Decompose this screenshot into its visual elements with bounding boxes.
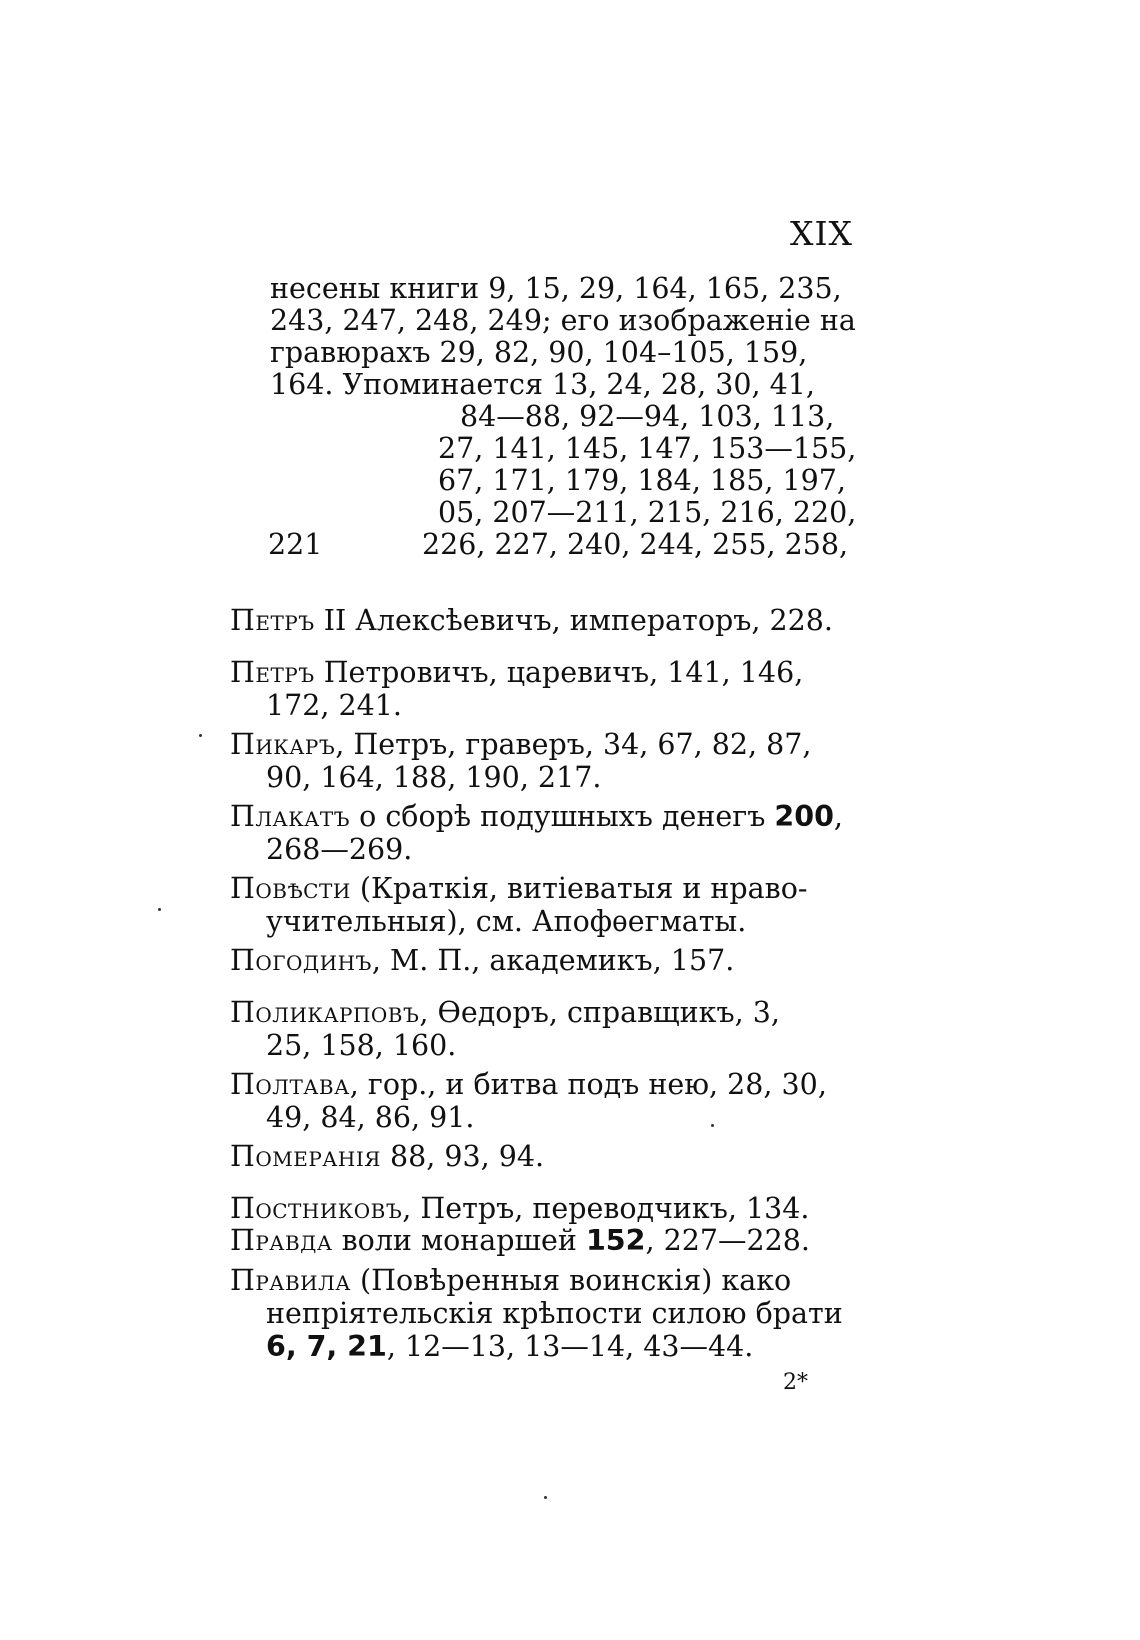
- entry-continuation: учительныя), см. Апофѳегматы.: [266, 905, 747, 938]
- entry-head: Петръ: [230, 656, 315, 689]
- continuation-line-5: 84—88, 92—94, 103, 113,: [460, 400, 835, 433]
- entry-head: Петръ: [230, 604, 315, 637]
- continuation-line-4: 164. Упоминается 13, 24, 28, 30, 41,: [270, 368, 815, 401]
- entry-text: воли монаршей: [332, 1224, 586, 1257]
- entry-bold-page: 152: [585, 1224, 646, 1257]
- entry-head: Правда: [230, 1224, 333, 1257]
- entry-bold-pages: 6, 7, 21: [266, 1330, 387, 1363]
- entry-text: о сборѣ подушныхъ денегъ: [350, 800, 775, 833]
- entry-head: Правила: [230, 1264, 351, 1297]
- continuation-line-6: 27, 141, 145, 147, 153—155,: [438, 432, 857, 465]
- index-entry: [230, 800, 850, 866]
- entry-continuation: 268—269.: [266, 833, 413, 866]
- entry-text: , Ѳедоръ, справщикъ, 3,: [419, 996, 780, 1029]
- index-entry: [230, 1068, 850, 1134]
- continuation-line-3: гравюрахъ 29, 82, 90, 104–105, 159,: [270, 336, 808, 369]
- entry-text: (Повѣренныя воинскія) како: [350, 1264, 792, 1297]
- entry-head: Полтава: [230, 1068, 350, 1101]
- index-entry: [230, 728, 850, 794]
- entry-text: , Петръ, переводчикъ, 134.: [402, 1192, 810, 1225]
- entry-text: Петровичъ, царевичъ, 141, 146,: [314, 656, 804, 689]
- entry-continuation: 25, 158, 160.: [266, 1029, 457, 1062]
- speck-mark: [199, 734, 202, 737]
- entry-bold-page: 200: [774, 800, 834, 833]
- index-entry: [230, 1192, 850, 1225]
- continuation-line-1: несены книги 9, 15, 29, 164, 165, 235,: [270, 272, 842, 305]
- index-entry: [230, 1224, 850, 1257]
- continuation-margin-number: 221: [268, 528, 323, 561]
- index-entry: [230, 656, 850, 722]
- signature-mark: 2*: [783, 1370, 808, 1395]
- entry-continuation: 49, 84, 86, 91.: [266, 1101, 475, 1134]
- entry-head: Погодинъ: [230, 944, 372, 977]
- entry-head: Померанія: [230, 1140, 381, 1173]
- entry-continuation: , 12—13, 13—14, 43—44.: [386, 1330, 754, 1363]
- entry-text-after: ,: [833, 800, 843, 833]
- index-entry: [230, 1264, 850, 1363]
- index-entry: [230, 944, 850, 977]
- continuation-line-2: 243, 247, 248, 249; его изображеніе на: [270, 304, 856, 337]
- page-number: XIX: [790, 214, 854, 253]
- index-entry: [230, 872, 850, 938]
- index-entry: [230, 1140, 850, 1173]
- continuation-line-8: 05, 207—211, 215, 216, 220,: [438, 496, 857, 529]
- entry-text: 88, 93, 94.: [380, 1140, 545, 1173]
- entry-text: , М. П., академикъ, 157.: [371, 944, 735, 977]
- entry-text: (Краткія, витіеватыя и нраво-: [350, 872, 808, 905]
- entry-head: Повѣсти: [230, 872, 351, 905]
- continuation-line-7: 67, 171, 179, 184, 185, 197,: [438, 464, 846, 497]
- entry-head: Постниковъ: [230, 1192, 403, 1225]
- index-entry: [230, 604, 850, 637]
- entry-head: Пикаръ: [230, 728, 336, 761]
- speck-mark: [544, 1496, 547, 1499]
- entry-continuation: 90, 164, 188, 190, 217.: [266, 761, 602, 794]
- entry-text-after: , 227—228.: [645, 1224, 810, 1257]
- speck-mark: [711, 1124, 714, 1127]
- entry-head: Поликарповъ: [230, 996, 420, 1029]
- entry-continuation: 172, 241.: [266, 689, 402, 722]
- entry-head: Плакатъ: [230, 800, 351, 833]
- speck-mark: [158, 908, 161, 911]
- continuation-line-9: 226, 227, 240, 244, 255, 258,: [422, 528, 849, 561]
- entry-continuation: непріятельскія крѣпости силою брати: [266, 1297, 843, 1330]
- entry-text: , Петръ, граверъ, 34, 67, 82, 87,: [335, 728, 812, 761]
- index-entry: [230, 996, 850, 1062]
- entry-text: II Алексѣевичъ, императоръ, 228.: [314, 604, 833, 637]
- entry-text: , гор., и битва подъ нею, 28, 30,: [349, 1068, 827, 1101]
